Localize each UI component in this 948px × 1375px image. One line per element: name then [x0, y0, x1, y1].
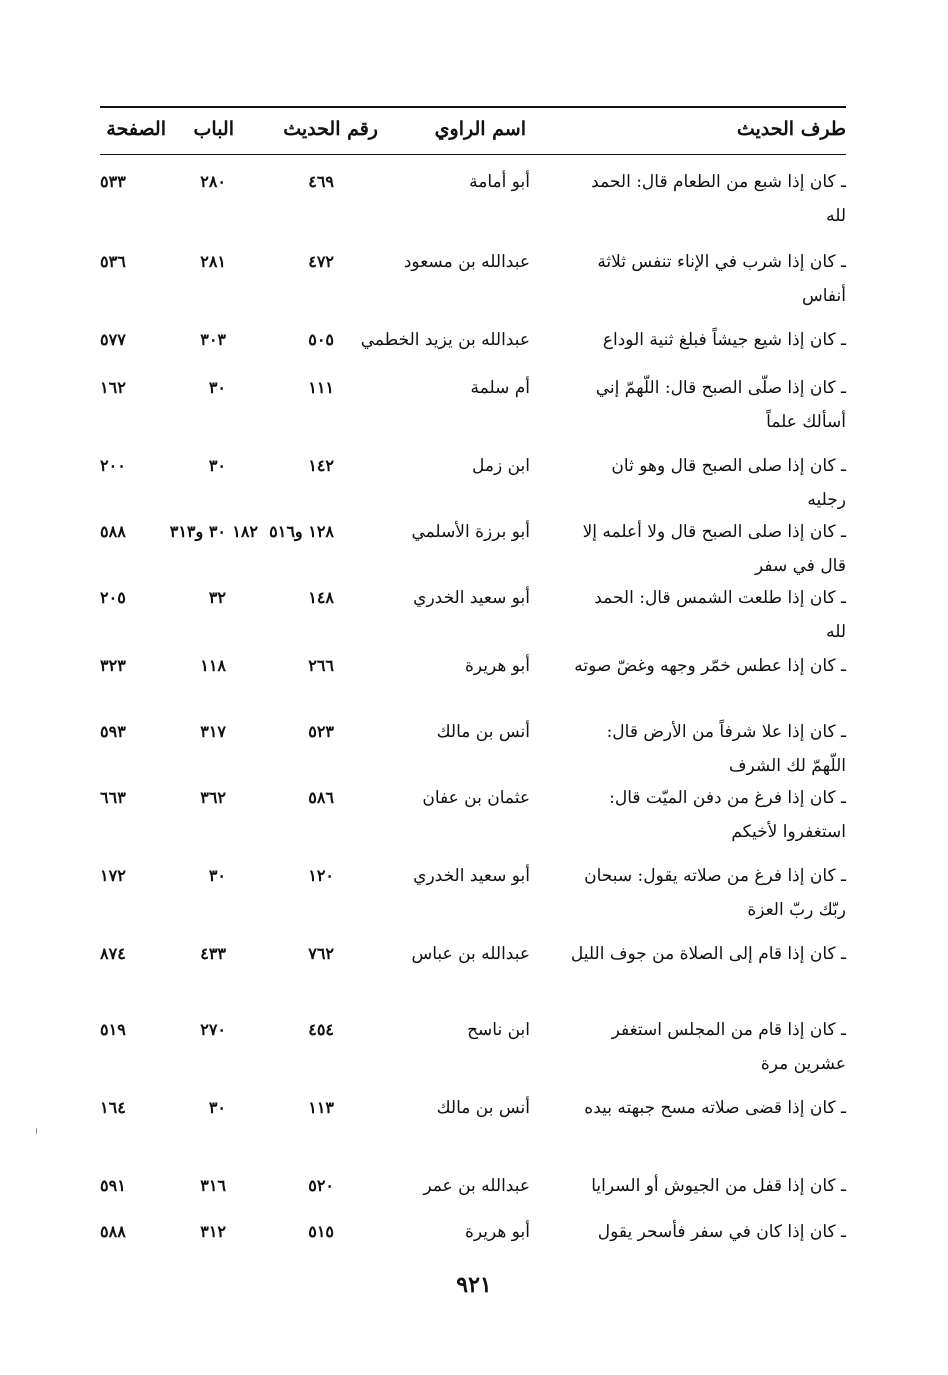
- hadith-text: ـ كان إذا علا شرفاً من الأرض قال: اللّهمّ لك الشرف: [606, 722, 846, 776]
- hadith-text: ـ كان إذا كان في سفر فأسحر يقول: [597, 1222, 846, 1242]
- page-reference: ٥١٩: [100, 1020, 126, 1039]
- table-row: [100, 235, 846, 313]
- header-chapter: الباب: [193, 118, 234, 140]
- page-reference: ١٦٤: [100, 1098, 126, 1117]
- chapter-number: ٣٠: [208, 456, 226, 475]
- table-row: [100, 639, 846, 705]
- hadith-number: ٥٠٥: [308, 330, 334, 349]
- narrator-name: عبدالله بن عمر: [423, 1176, 530, 1196]
- hadith-number: ١٢٠: [308, 866, 334, 885]
- hadith-number: ٥٨٦: [308, 788, 334, 807]
- chapter-number: ٣١٢: [200, 1222, 226, 1241]
- page-reference: ١٦٢: [100, 378, 126, 397]
- chapter-number: ٣٠ و٣١٣: [169, 522, 226, 541]
- table-row: [100, 849, 846, 927]
- header-hadith-number: رقم الحديث: [283, 118, 378, 140]
- header-page: الصفحة: [106, 118, 166, 140]
- table-body: [100, 155, 846, 1251]
- chapter-number: ٣٠: [208, 866, 226, 885]
- hadith-text: ـ كان إذا صلى الصبح قال وهو ثان رجليه: [611, 456, 846, 510]
- chapter-number-extra: ١٨٢: [232, 522, 258, 541]
- page-reference: ٥٩١: [100, 1176, 126, 1195]
- table-row: [100, 313, 846, 361]
- page-reference: ٢٠٥: [100, 588, 126, 607]
- hadith-number: ٤٧٢: [308, 252, 334, 271]
- hadith-text: ـ كان إذا صلّى الصبح قال: اللّهمّ إني أسألك علماً: [595, 378, 846, 432]
- hadith-text: ـ كان إذا شرب في الإناء تنفس ثلاثة أنفاس: [597, 252, 846, 306]
- page-reference: ٣٢٣: [100, 656, 126, 675]
- chapter-number: ٣١٦: [200, 1176, 226, 1195]
- hadith-number: ١١١: [308, 378, 334, 397]
- narrator-name: أبو هريرة: [464, 656, 530, 676]
- page-reference: ٢٠٠: [100, 456, 126, 475]
- hadith-text: ـ كان إذا قام إلى الصلاة من جوف الليل: [570, 944, 846, 964]
- table-row: [100, 1003, 846, 1081]
- narrator-name: أم سلمة: [470, 378, 530, 398]
- narrator-name: عبدالله بن يزيد الخطمي: [360, 330, 530, 350]
- narrator-name: عثمان بن عفان: [422, 788, 530, 808]
- chapter-number: ٢٨٠: [200, 172, 226, 191]
- header-narrator: اسم الراوي: [434, 118, 526, 140]
- table-row: [100, 439, 846, 510]
- chapter-number: ٣٠: [208, 378, 226, 397]
- narrator-name: أبو أمامة: [469, 172, 530, 192]
- narrator-name: ابن ناسح: [467, 1020, 530, 1040]
- narrator-name: أبو سعيد الخدري: [413, 588, 530, 608]
- hadith-text: ـ كان إذا قفل من الجيوش أو السرايا: [591, 1176, 846, 1196]
- table-row: [100, 361, 846, 439]
- table-row: [100, 155, 846, 235]
- hadith-number: ١٤٢: [308, 456, 334, 475]
- page-reference: ١٧٢: [100, 866, 126, 885]
- narrator-name: أبو برزة الأسلمي: [411, 522, 530, 542]
- chapter-number: ٢٧٠: [200, 1020, 226, 1039]
- page-reference: ٥٨٨: [100, 1222, 126, 1241]
- page-reference: ٥٣٦: [100, 252, 126, 271]
- hadith-number: ٥٢٣: [308, 722, 334, 741]
- page-reference: ٨٧٤: [100, 944, 126, 963]
- hadith-text: ـ كان إذا شيع جيشاً فبلغ ثنية الوداع: [602, 330, 846, 350]
- page-reference: ٥٣٣: [100, 172, 126, 191]
- hadith-number: ٥١٥: [308, 1222, 334, 1241]
- chapter-number: ٣٠٣: [200, 330, 226, 349]
- table-row: [100, 1159, 846, 1205]
- hadith-number: ٧٦٢: [308, 944, 334, 963]
- hadith-number: ٤٦٩: [308, 172, 334, 191]
- header-hadith-text: طرف الحديث: [736, 118, 846, 140]
- hadith-text: ـ كان إذا شبع من الطعام قال: الحمد لله: [591, 172, 846, 226]
- chapter-number: ٣٢: [208, 588, 226, 607]
- chapter-number: ٢٨١: [200, 252, 226, 271]
- hadith-number: ٤٥٤: [308, 1020, 334, 1039]
- margin-mark: [36, 1128, 37, 1134]
- page-reference: ٦٦٣: [100, 788, 126, 807]
- chapter-number: ٣١٧: [200, 722, 226, 741]
- table-row: [100, 505, 846, 576]
- hadith-text: ـ كان إذا فرغ من دفن الميّت قال: استغفروا لأخيكم: [609, 788, 846, 842]
- hadith-number: ٢٦٦: [308, 656, 334, 675]
- hadith-text: ـ كان إذا قام من المجلس استغفر عشرين مرة: [611, 1020, 846, 1074]
- hadith-number: ١٢٨ و٥١٦: [269, 522, 334, 541]
- table-row: [100, 1205, 846, 1251]
- chapter-number: ١١٨: [200, 656, 226, 675]
- page-number: ٩٢١: [456, 1272, 492, 1298]
- chapter-number: ٣٦٢: [200, 788, 226, 807]
- narrator-name: عبدالله بن مسعود: [403, 252, 530, 272]
- hadith-text: ـ كان إذا صلى الصبح قال ولا أعلمه إلا قال في سفر: [582, 522, 846, 576]
- narrator-name: ابن زمل: [472, 456, 530, 476]
- hadith-text: ـ كان إذا عطس خمّر وجهه وغضّ صوته: [574, 656, 846, 676]
- narrator-name: أبو سعيد الخدري: [413, 866, 530, 886]
- hadith-text: ـ كان إذا قضى صلاته مسح جبهته بيده: [584, 1098, 846, 1118]
- page-reference: ٥٨٨: [100, 522, 126, 541]
- narrator-name: أنس بن مالك: [436, 1098, 530, 1118]
- page-reference: ٥٧٧: [100, 330, 126, 349]
- table-row: [100, 705, 846, 776]
- hadith-number: ١٤٨: [308, 588, 334, 607]
- hadith-text: ـ كان إذا فرغ من صلاته يقول: سبحان ربّك ربّ العزة: [584, 866, 846, 920]
- table-row: [100, 927, 846, 1003]
- hadith-number: ١١٣: [308, 1098, 334, 1117]
- table-row: [100, 771, 846, 849]
- narrator-name: أنس بن مالك: [436, 722, 530, 742]
- narrator-name: أبو هريرة: [464, 1222, 530, 1242]
- hadith-number: ٥٢٠: [308, 1176, 334, 1195]
- narrator-name: عبدالله بن عباس: [411, 944, 530, 964]
- chapter-number: ٣٠: [208, 1098, 226, 1117]
- page-reference: ٥٩٣: [100, 722, 126, 741]
- hadith-text: ـ كان إذا طلعت الشمس قال: الحمد لله: [594, 588, 846, 642]
- table-row: [100, 1081, 846, 1159]
- chapter-number: ٤٣٣: [200, 944, 226, 963]
- table-row: [100, 571, 846, 642]
- table-header: [100, 108, 846, 154]
- index-table: [100, 106, 846, 1251]
